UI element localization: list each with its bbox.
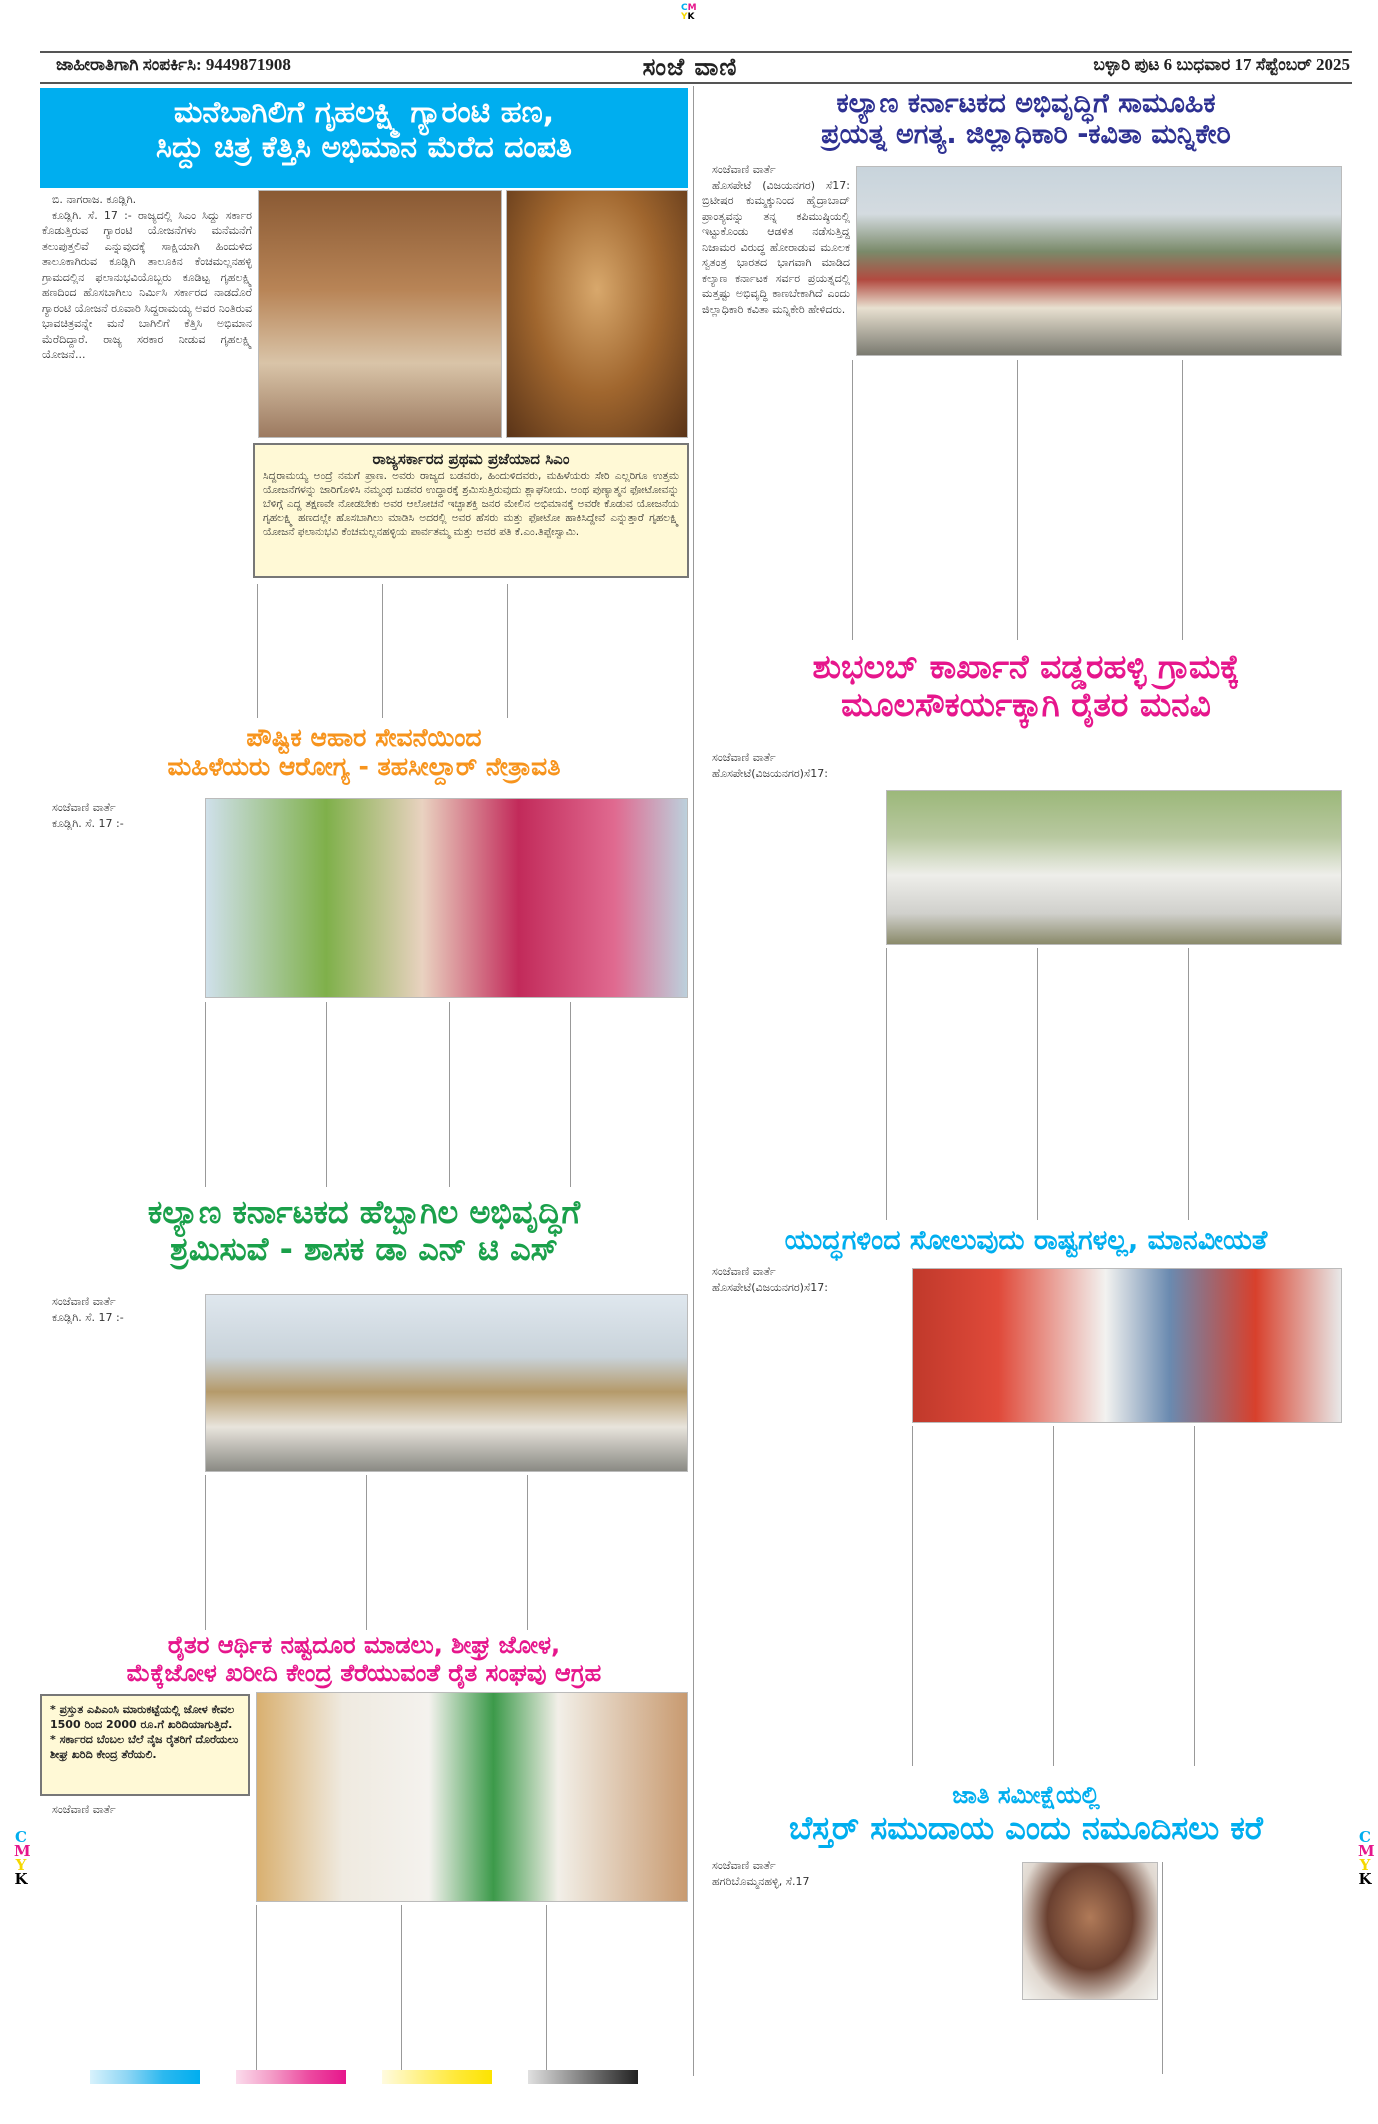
article-column xyxy=(912,1426,1052,1766)
cmyk-m: M xyxy=(687,3,697,13)
byline: ಸಂಜೆವಾಣಿ ವಾರ್ತೆ xyxy=(712,1859,776,1872)
article-column xyxy=(382,584,506,718)
cmyk-y: Y xyxy=(681,12,688,22)
article-body xyxy=(42,800,202,1190)
photo-red-cross-event xyxy=(912,1268,1342,1423)
cmyk-side-mark-left xyxy=(14,1828,31,1888)
cmyk-y: Y xyxy=(15,1856,27,1874)
article-body xyxy=(42,192,252,717)
headline-line: ಮಹಿಳೆಯರು ಆರೋಗ್ಯ - ತಹಸೀಲ್ದಾರ್ ನೇತ್ರಾವತಿ xyxy=(167,751,561,781)
byline: ಸಂಜೆವಾಣಿ ವಾರ್ತೆ xyxy=(52,1803,116,1816)
body-text: ಕೂಡ್ಲಿಗಿ. ಸೆ. 17 :- xyxy=(52,1310,124,1324)
cmyk-m: M xyxy=(14,1842,31,1860)
article-column xyxy=(527,1475,688,1630)
cmyk-k: K xyxy=(14,1870,28,1888)
body-text: ಹೊಸಪೇಟೆ(ವಿಜಯನಗರ)ಸೆ17: xyxy=(712,1280,828,1294)
body-text: ಕೂಡ್ಲಿಗಿ. ಸೆ. 17 :- ರಾಜ್ಯದಲ್ಲಿ ಸಿಎಂ ಸಿದ್ದು ಸರ್ಕಾರ ಕೊಡುತ್ತಿರುವ ಗ್ಯಾರಂಟಿ ಯೋಜನೆಗಳು ಮನೆಮನೆಗೆ ತಲುಪುತ್ತಲಿವೆ ಎನ್ನುವುದಕ್ಕೆ ಸಾಕ್ಷಿಯಾಗಿ ಹಿಂದುಳಿದ ತಾಲೂಕಾಗಿರುವ ಕೂಡ್ಲಿಗಿ ತಾಲೂಕಿನ ಕೆಂಚಮಲ್ಲನಹಳ್ಳಿ ಗ್ರಾಮದಲ್ಲಿನ ಫಲಾನುಭವಿಯೊಬ್ಬರು ಕೂಡಿಟ್ಟ ಗೃಹಲಕ್ಷ್ಮಿ ಹಣದಿಂದ ಹೊಸಬಾಗಿಲು ನಿರ್ಮಿಸಿ ಸರ್ಕಾರದ ನಾಡದೊರೆ ಗ್ಯಾರಂಟಿ ಯೋಜನೆ ರೂವಾರಿ ಸಿದ್ದರಾಮಯ್ಯ ಅವರ ನಿಂತಿರುವ ಭಾವಚಿತ್ರವನ್ನೇ ಮನೆ ಬಾಗಿಲಿಗೆ ಕೆತ್ತಿಸಿ ಅಭಿಮಾನ ಮೆರೆದಿದ್ದಾರೆ. ರಾಜ್ಯ ಸರಕಾರ ನೀಡುವ ಗೃಹಲಕ್ಷ್ಮಿ ಯೋಜನೆ... xyxy=(42,208,252,361)
headline-line: ಮೂಲಸೌಕರ್ಯಕ್ಕಾಗಿ ರೈತರ ಮನವಿ xyxy=(841,684,1211,724)
cmyk-k: K xyxy=(1358,1870,1372,1888)
headline-line: ಪ್ರಯತ್ನ ಅಗತ್ಯ. ಜಿಲ್ಲಾಧಿಕಾರಿ -ಕವಿತಾ ಮನ್ನಿಕೇರಿ xyxy=(821,119,1231,151)
article-column xyxy=(256,1905,400,2075)
cmyk-c: C xyxy=(15,1828,27,1846)
article-column xyxy=(401,1905,545,2075)
header-bottom-rule xyxy=(40,82,1352,84)
ad-contact: ಜಾಹೀರಾತಿಗಾಗಿ ಸಂಪರ್ಕಿಸಿ: 9449871908 xyxy=(56,55,291,74)
byline: ಸಂಜೆವಾಣಿ ವಾರ್ತೆ xyxy=(712,1265,776,1278)
headline-line: ರೈತರ ಆರ್ಥಿಕ ನಷ್ಟದೂರ ಮಾಡಲು, ಶೀಘ್ರ ಜೋಳ, xyxy=(167,1631,561,1659)
article-body-continued xyxy=(702,355,850,640)
article-body xyxy=(702,1858,1018,2074)
article-body xyxy=(42,1294,202,1629)
article-column xyxy=(1017,360,1181,640)
article-column xyxy=(852,360,1016,640)
color-calibration-bar-cyan xyxy=(90,2070,200,2084)
headline-line: ಪೌಷ್ಟಿಕ ಆಹಾರ ಸೇವನೆಯಿಂದ xyxy=(246,723,482,752)
article-column xyxy=(1182,360,1352,640)
headline-line: ಶ್ರಮಿಸುವೆ - ಶಾಸಕ ಡಾ ಎನ್ ಟಿ ಎಸ್ xyxy=(170,1229,558,1268)
body-text: ಹೊಸಪೇಟೆ (ವಿಜಯನಗರ) ಸೆ17: ಬ್ರಿಟೀಷರ ಕುಮ್ಮಕ್ಕುನಿಂದ ಹೈದ್ರಾಬಾದ್ ಪ್ರಾಂತ್ಯವನ್ನು ತನ್ನ ಕಪಿಮುಷ್ಠಿಯಲ್ಲಿ ಇಟ್ಟುಕೊಂಡು ಆಡಳಿತ ನಡೆಸುತ್ತಿದ್ದ ನಿಜಾಮರ ವಿರುದ್ಧ ಹೋರಾಡುವ ಮೂಲಕ ಸ್ವತಂತ್ರ ಭಾರತದ ಭಾಗವಾಗಿ ಮಾಡಿದ ಕಲ್ಯಾಣ ಕರ್ನಾಟಕ ಸರ್ವರ ಪ್ರಯತ್ನದಲ್ಲಿ ಮತ್ತಷ್ಟು ಅಭಿವೃದ್ಧಿ ಕಾಣಬೇಕಾಗಿದೆ ಎಂದು ಜಿಲ್ಲಾಧಿಕಾರಿ ಕವಿತಾ ಮನ್ನಿಕೇರಿ ಹೇಳಿದರು. xyxy=(702,178,850,316)
article-body xyxy=(702,750,882,1220)
byline: ಸಂಜೆವಾಣಿ ವಾರ್ತೆ xyxy=(712,751,776,764)
article-column xyxy=(507,584,687,718)
photo-flag-hoisting xyxy=(205,1294,688,1472)
photo-farmers-group xyxy=(886,790,1342,945)
cmyk-side-mark-right xyxy=(1358,1828,1375,1888)
byline: ಬಿ. ನಾಗರಾಜ. ಕೂಡ್ಲಿಗಿ. xyxy=(52,193,137,206)
headline-line: ಮೆಕ್ಕೆಜೋಳ ಖರೀದಿ ಕೇಂದ್ರ ತೆರೆಯುವಂತೆ ರೈತ ಸಂಘವು ಆಗ್ರಹ xyxy=(126,1658,602,1687)
headline-factory-village xyxy=(700,648,1352,724)
byline: ಸಂಜೆವಾಣಿ ವಾರ್ತೆ xyxy=(52,1295,116,1308)
headline-kalyana-mla xyxy=(40,1194,688,1268)
headline-line: ಶುಭಲಬ್ ಕಾರ್ಖಾನೆ ವಡ್ಡರಹಳ್ಳಿ ಗ್ರಾಮಕ್ಕೆ xyxy=(812,647,1240,686)
column-divider xyxy=(693,86,694,2076)
headline-caste-survey xyxy=(700,1782,1352,1846)
article-column xyxy=(1188,948,1352,1220)
headline-collector-kavitha xyxy=(700,88,1352,150)
byline: ಸಂಜೆವಾಣಿ ವಾರ್ತೆ xyxy=(712,163,776,176)
article-body xyxy=(702,1264,908,1764)
box-title: ರಾಜ್ಯಸರ್ಕಾರದ ಪ್ರಥಮ ಪ್ರಜೆಯಾದ ಸಿಎಂ xyxy=(372,450,570,468)
article-column xyxy=(1194,1426,1352,1766)
cmyk-c: C xyxy=(681,3,688,13)
photo-kalyana-karnataka-parade xyxy=(856,166,1342,356)
body-text: ಹೊಸಪೇಟೆ(ವಿಜಯನಗರ)ಸೆ17: xyxy=(712,766,828,780)
article-column xyxy=(1037,948,1187,1220)
article-column xyxy=(366,1475,526,1630)
article-column xyxy=(886,948,1036,1220)
photo-farmers-memorandum xyxy=(256,1692,688,1902)
article-body xyxy=(42,1802,248,2074)
box-text: ಸಿದ್ದರಾಮಯ್ಯ ಅಂದ್ರೆ ನಮಗೆ ಪ್ರಾಣ. ಅವರು ರಾಜ್ಯದ ಬಡವರು, ಹಿಂದುಳಿದವರು, ಮಹಿಳೆಯರು ಸೇರಿ ಎಲ್ಲರಿಗೂ ಉತ್ತಮ ಯೋಜನೆಗಳನ್ನು ಜಾರಿಗೊಳಿಸಿ ನಮ್ಮಂಥ ಬಡವರ ಉದ್ಧಾರಕ್ಕೆ ಶ್ರಮಿಸುತ್ತಿರುವುದು ಶ್ಲಾಘನೀಯ. ಅಂಥ ಪುಣ್ಯಾತ್ಮನ ಫೋಟೋವನ್ನು ಬೆಳಿಗ್ಗೆ ಎದ್ದ ತಕ್ಷಣವೇ ನೋಡಬೇಕು ಅವರ ಆಲೋಚನೆ ಇಚ್ಛಾಶಕ್ತಿ ಜನರ ಮೇಲಿನ ಅಭಿಮಾನಕ್ಕೆ ಅವರೇ ಕೊಡುವ ಯೋಜನೆಯ ಗೃಹಲಕ್ಷ್ಮಿ ಹಣದಲ್ಲೇ ಹೊಸಬಾಗಿಲು ಮಾಡಿಸಿ ಅದರಲ್ಲಿ ಅವರ ಹೆಸರು ಮತ್ತು ಫೋಟೋ ಹಾಕಿಸಿದ್ದೇವೆ ಎನ್ನುತ್ತಾರೆ ಗೃಹಲಕ್ಷ್ಮಿ ಯೋಜನೆ ಫಲಾನುಭವಿ ಕೆಂಚಮಲ್ಲನಹಳ್ಳಿಯ ಪಾರ್ವತಮ್ಮ ಮತ್ತು ಅವರ ಪತಿ ಕೆ.ಎಂ.ತಿಪ್ಪೇಸ್ವಾಮಿ. xyxy=(263,470,679,538)
farmer-demands-box xyxy=(40,1694,250,1796)
article-column xyxy=(570,1002,688,1187)
color-calibration-bar-black xyxy=(528,2070,638,2084)
photo-carved-cm-portrait xyxy=(506,190,688,438)
body-text: ಕೂಡ್ಲಿಗಿ. ಸೆ. 17 :- xyxy=(52,816,124,830)
article-column xyxy=(205,1475,365,1630)
headline-farmers-procurement xyxy=(40,1632,688,1687)
photo-nutrition-event xyxy=(205,798,688,998)
cmyk-k: K xyxy=(687,12,695,22)
edition-line: ಬಳ್ಳಾರಿ ಪುಟ 6 ಬುಧವಾರ 17 ಸೆಪ್ಟೆಂಬರ್ 2025 xyxy=(1093,55,1350,74)
headline-line: ಬೆಸ್ತರ್ ಸಮುದಾಯ ಎಂದು ನಮೂದಿಸಲು ಕರೆ xyxy=(789,1808,1263,1847)
cmyk-y: Y xyxy=(1359,1856,1371,1874)
headline-war-humanity xyxy=(700,1225,1352,1256)
masthead-text: ಸಂಜೆ ವಾಣಿ xyxy=(642,52,738,81)
cmyk-m: M xyxy=(1358,1842,1375,1860)
headline-line: ಜಾತಿ ಸಮೀಕ್ಷೆಯಲ್ಲಿ xyxy=(952,1781,1100,1809)
article-column xyxy=(1162,1862,1352,2074)
headline-line: ಕಲ್ಯಾಣ ಕರ್ನಾಟಕದ ಅಭಿವೃದ್ಧಿಗೆ ಸಾಮೂಹಿಕ xyxy=(836,88,1216,119)
article-column xyxy=(1053,1426,1193,1766)
photo-door-couple xyxy=(258,190,502,438)
byline: ಸಂಜೆವಾಣಿ ವಾರ್ತೆ xyxy=(52,801,116,814)
article-column xyxy=(546,1905,688,2075)
article-body xyxy=(702,162,850,352)
cmyk-c: C xyxy=(1359,1828,1371,1846)
box-point: * ಸರ್ಕಾರದ ಬೆಂಬಲ ಬೆಲೆ ನೈಜ ರೈತರಿಗೆ ದೊರೆಯಲು ಶೀಘ್ರ ಖರಿದಿ ಕೇಂದ್ರ ತೆರೆಯಲಿ. xyxy=(50,1733,239,1761)
masthead-logo xyxy=(600,52,780,81)
photo-portrait xyxy=(1022,1862,1158,2000)
cmyk-registration-mark xyxy=(681,4,701,22)
article-column xyxy=(257,584,381,718)
headline-line: ಮನೆಬಾಗಿಲಿಗೆ ಗೃಹಲಕ್ಷ್ಮಿ ಗ್ಯಾರಂಟಿ ಹಣ, xyxy=(173,95,555,130)
headline-line: ಯುದ್ಧಗಳಿಂದ ಸೋಲುವುದು ರಾಷ್ಟಗಳಲ್ಲ, ಮಾನವೀಯತೆ xyxy=(784,1225,1268,1256)
headline-line: ಕಲ್ಯಾಣ ಕರ್ನಾಟಕದ ಹೆಬ್ಬಾಗಿಲ ಅಭಿವೃದ್ಧಿಗೆ xyxy=(147,1193,581,1231)
box-point: * ಪ್ರಸ್ತುತ ಎಪಿಎಂಸಿ ಮಾರುಕಟ್ಟೆಯಲ್ಲಿ ಜೋಳ ಕೇವಲ 1500 ರಿಂದ 2000 ರೂ.ಗೆ ಖರಿದಿಯಾಗುತ್ತಿದೆ. xyxy=(50,1703,235,1731)
color-calibration-bar-magenta xyxy=(236,2070,346,2084)
article-column xyxy=(326,1002,448,1187)
headline-line: ಸಿದ್ದು ಚಿತ್ರ ಕೆತ್ತಿಸಿ ಅಭಿಮಾನ ಮೆರೆದ ದಂಪತಿ xyxy=(156,129,572,165)
body-text: ಹಗರಿಬೊಮ್ಮನಹಳ್ಳಿ, ಸೆ.17 xyxy=(712,1874,810,1888)
sidebar-quote-box xyxy=(253,443,689,578)
article-column xyxy=(205,1002,325,1187)
headline-nutrition xyxy=(40,724,688,782)
article-column xyxy=(449,1002,569,1187)
color-calibration-bar-yellow xyxy=(382,2070,492,2084)
headline-grihalakshmi xyxy=(40,88,688,188)
